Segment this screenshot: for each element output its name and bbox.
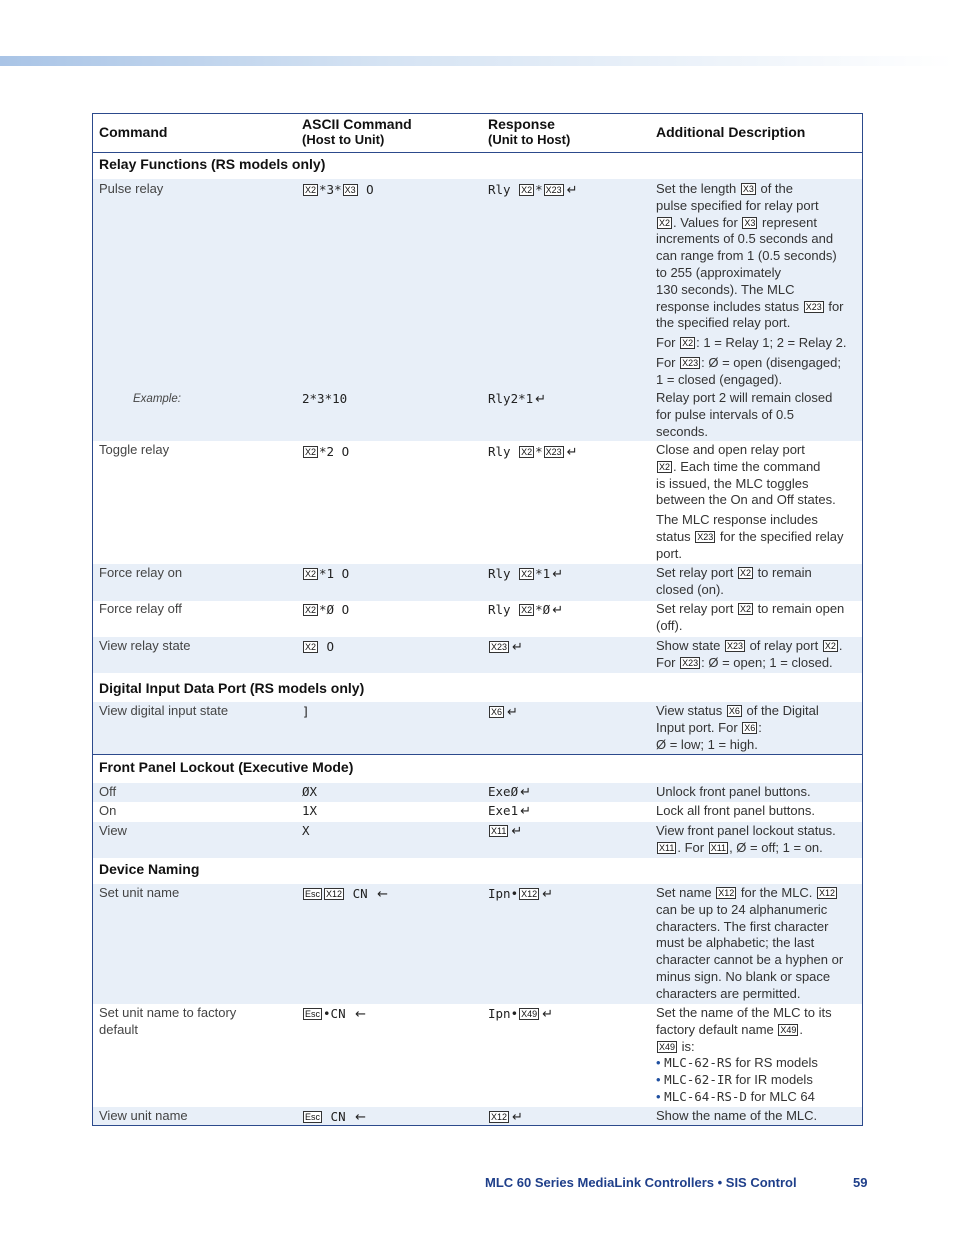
var-x23: X23 xyxy=(682,357,699,368)
desc-text: Show state xyxy=(656,638,724,653)
var-x2: X2 xyxy=(824,641,836,651)
var-x6: X6 xyxy=(491,707,503,717)
var-x2: X2 xyxy=(659,217,671,228)
var-x6: X6 xyxy=(728,706,740,716)
desc-force-relay-off xyxy=(656,601,856,635)
desc-view-relay-state xyxy=(656,638,856,672)
desc-force-relay-on xyxy=(656,565,856,599)
desc-text: for MLC 64 xyxy=(746,1088,815,1104)
example-label: Example: xyxy=(133,393,181,405)
desc-text: can be up to 24 alphanumeric xyxy=(656,901,828,917)
cmd-view-relay-state: View relay state xyxy=(99,638,191,653)
desc-text: Set name xyxy=(656,885,716,900)
header-ascii-line2: (Host to Unit) xyxy=(302,132,385,147)
ascii-pulse-relay xyxy=(302,182,482,199)
var-x2: X2 xyxy=(305,569,317,579)
var-x3: X3 xyxy=(742,184,754,194)
var-x2: X2 xyxy=(521,447,533,457)
esc-key: Esc xyxy=(305,889,321,899)
desc-text: For xyxy=(656,335,680,351)
var-x2: X2 xyxy=(305,447,317,457)
var-x12: X12 xyxy=(521,889,538,899)
desc-text: must be alphabetic; the last xyxy=(656,935,815,951)
var-x23: X23 xyxy=(682,657,699,668)
desc-text: of the xyxy=(756,181,793,196)
header-response-line2: (Unit to Host) xyxy=(488,132,571,147)
var-x2: X2 xyxy=(521,605,533,615)
section-title: Front Panel Lockout (Executive Mode) xyxy=(99,759,354,775)
ascii-view-digital-input: ] xyxy=(302,704,310,719)
desc-set-unit-name xyxy=(656,885,856,1003)
return-icon: ↵ xyxy=(512,1110,523,1125)
desc-text: represent xyxy=(758,214,817,230)
bullet-icon: • xyxy=(656,1088,665,1104)
desc-text: to remain open xyxy=(753,601,845,616)
ascii-lockout-off: ØX xyxy=(302,784,318,799)
ascii-force-relay-on xyxy=(302,566,482,583)
var-x3: X3 xyxy=(744,217,756,228)
resp-part: Rly xyxy=(488,182,519,197)
desc-text: between the On and Off states. xyxy=(656,492,836,508)
var-x49: X49 xyxy=(521,1009,538,1019)
resp-part: Rly xyxy=(488,444,519,459)
resp-view-digital-input xyxy=(488,704,648,722)
return-icon: ↵ xyxy=(542,1007,554,1022)
ascii-force-relay-off xyxy=(302,602,482,619)
desc-text: . Each time the command xyxy=(673,458,821,474)
return-icon: ↵ xyxy=(566,445,578,460)
desc-text: closed (on). xyxy=(656,581,724,597)
var-x2: X2 xyxy=(305,185,317,195)
var-x11: X11 xyxy=(491,826,507,836)
desc-text: for pulse intervals of 0.5 xyxy=(656,406,795,422)
ascii-part: *1 O xyxy=(319,566,350,581)
bullet-icon: • xyxy=(656,1055,665,1071)
var-x2: X2 xyxy=(305,605,317,615)
desc-text: , Ø = off; 1 = on. xyxy=(729,839,823,855)
desc-text: is: xyxy=(678,1038,695,1054)
desc-text: the specified relay port. xyxy=(656,315,791,331)
desc-text: for IR models xyxy=(731,1072,813,1088)
cmd-pulse-relay: Pulse relay xyxy=(99,181,164,196)
ascii-toggle-relay xyxy=(302,444,482,461)
cmd-view-digital-input: View digital input state xyxy=(99,703,229,718)
desc-text: to 255 (approximately xyxy=(656,264,782,280)
resp-force-relay-on xyxy=(488,566,648,584)
ascii-part: CN xyxy=(323,1109,346,1124)
var-x23: X23 xyxy=(545,447,562,457)
desc-text: Ø = low; 1 = high. xyxy=(656,736,758,752)
resp-view-relay-state xyxy=(488,639,648,657)
var-x23: X23 xyxy=(805,301,822,312)
cmd-view-unit-name: View unit name xyxy=(99,1108,188,1123)
list-item xyxy=(656,1072,856,1089)
section-title: Relay Functions (RS models only) xyxy=(99,156,326,172)
ascii-part: CN xyxy=(352,886,368,901)
list-item xyxy=(656,1055,856,1072)
return-icon: ↵ xyxy=(552,603,564,618)
desc-text: : Ø = open; 1 = closed. xyxy=(701,654,833,670)
var-x12: X12 xyxy=(326,889,343,899)
desc-text: character cannot be a hyphen or xyxy=(656,952,844,968)
desc-text: pulse specified for relay port xyxy=(656,197,819,213)
desc-text: to remain xyxy=(753,565,812,580)
desc-text: : Ø = open (disengaged; xyxy=(701,354,841,370)
desc-text: : 1 = Relay 1; 2 = Relay 2. xyxy=(696,335,847,351)
desc-pulse-relay xyxy=(656,181,856,389)
desc-text: characters. The first character xyxy=(656,918,829,934)
desc-text: status xyxy=(656,528,695,544)
table-header xyxy=(93,114,862,153)
section-title: Digital Input Data Port (RS models only) xyxy=(99,680,365,696)
desc-set-factory-name xyxy=(656,1005,856,1106)
desc-text: Set relay port xyxy=(656,565,737,580)
ascii-lockout-on: 1X xyxy=(302,803,318,818)
return-icon: ↵ xyxy=(520,804,532,819)
model-code: MLC-62-RS xyxy=(664,1055,732,1071)
page-number: 59 xyxy=(853,1175,868,1190)
section-device-naming xyxy=(93,857,862,1125)
resp-lockout-on xyxy=(488,803,648,821)
model-code: MLC-62-IR xyxy=(664,1072,732,1088)
var-x23: X23 xyxy=(697,531,714,542)
section-digital-input xyxy=(93,676,862,754)
desc-text: View front panel lockout status. xyxy=(656,823,836,838)
var-x2: X2 xyxy=(682,338,694,349)
desc-text: Close and open relay port xyxy=(656,442,805,457)
desc-text: . xyxy=(799,1021,804,1037)
return-icon: ↵ xyxy=(566,183,578,198)
desc-text: Set relay port xyxy=(656,601,737,616)
desc-text: characters are permitted. xyxy=(656,985,801,1001)
desc-text: minus sign. No blank or space xyxy=(656,968,831,984)
cmd-toggle-relay: Toggle relay xyxy=(99,442,170,457)
var-x23: X23 xyxy=(491,642,508,652)
ascii-part: O xyxy=(358,182,374,197)
ascii-part: •CN xyxy=(323,1006,346,1021)
resp-part: Rly xyxy=(488,566,519,581)
desc-text: is issued, the MLC toggles xyxy=(656,475,809,491)
section-relay xyxy=(93,152,862,702)
return-icon: ↵ xyxy=(511,824,523,839)
var-x23: X23 xyxy=(545,185,562,195)
desc-text: : xyxy=(758,719,762,735)
desc-text: can range from 1 (0.5 seconds) xyxy=(656,248,837,264)
return-icon: ↵ xyxy=(520,785,532,800)
footer-title: MLC 60 Series MediaLink Controllers • SIS Control xyxy=(485,1175,797,1190)
ascii-part: *2 O xyxy=(319,444,350,459)
desc-text: 130 seconds). The MLC xyxy=(656,281,795,297)
var-x6: X6 xyxy=(744,722,756,733)
desc-text: . xyxy=(838,638,843,653)
desc-lockout-on: Lock all front panel buttons. xyxy=(656,803,815,818)
resp-part: *Ø xyxy=(535,602,551,617)
ascii-view-unit-name xyxy=(302,1109,482,1127)
desc-text: of the Digital xyxy=(742,703,819,718)
cmd-text: default xyxy=(99,1021,139,1037)
desc-text: View status xyxy=(656,703,726,718)
var-x2: X2 xyxy=(739,604,751,614)
desc-text: Input port. For xyxy=(656,719,742,735)
desc-lockout-off: Unlock front panel buttons. xyxy=(656,784,811,799)
header-command: Command xyxy=(99,124,168,140)
esc-key: Esc xyxy=(305,1112,321,1122)
desc-text: . Values for xyxy=(673,214,742,230)
desc-view-digital-input xyxy=(656,703,856,753)
example-ascii: 2*3*10 xyxy=(302,391,348,406)
desc-text: The MLC response includes xyxy=(656,512,818,528)
left-arrow-icon: ← xyxy=(355,1007,367,1022)
desc-text: factory default name xyxy=(656,1021,778,1037)
desc-text: response includes status xyxy=(656,298,803,314)
return-icon: ↵ xyxy=(535,392,547,407)
return-icon: ↵ xyxy=(512,640,523,655)
var-x2: X2 xyxy=(521,185,533,195)
resp-part: * xyxy=(535,182,543,197)
desc-lockout-view xyxy=(656,823,856,857)
var-x2: X2 xyxy=(305,642,317,652)
ascii-set-unit-name xyxy=(302,886,482,904)
cmd-lockout-on: On xyxy=(99,803,117,818)
resp-toggle-relay xyxy=(488,444,648,462)
desc-text: (off). xyxy=(656,617,683,633)
resp-set-unit-name xyxy=(488,886,648,904)
ascii-lockout-view: X xyxy=(302,823,310,838)
desc-view-unit-name: Show the name of the MLC. xyxy=(656,1108,818,1123)
desc-text: for the specified relay xyxy=(716,528,844,544)
resp-part: * xyxy=(535,444,543,459)
resp-part: Ipn• xyxy=(488,1006,519,1021)
var-x49: X49 xyxy=(780,1024,797,1035)
resp-view-unit-name xyxy=(488,1109,648,1127)
resp-part: Ipn• xyxy=(488,886,519,901)
esc-key: Esc xyxy=(305,1009,321,1019)
resp-pulse-relay xyxy=(488,182,648,200)
desc-text: increments of 0.5 seconds and xyxy=(656,231,834,247)
example-desc xyxy=(656,390,856,440)
ascii-set-factory-name xyxy=(302,1006,482,1024)
return-icon: ↵ xyxy=(552,567,564,582)
ascii-part: O xyxy=(319,639,335,654)
desc-text: Relay port 2 will remain closed xyxy=(656,390,833,405)
cmd-set-unit-name: Set unit name xyxy=(99,885,180,900)
desc-text: for the MLC. xyxy=(737,885,817,900)
desc-toggle-relay xyxy=(656,442,856,563)
resp-lockout-off xyxy=(488,784,648,802)
resp-part: Exe1 xyxy=(488,803,519,818)
cmd-text: Set unit name to factory xyxy=(99,1005,237,1020)
var-x12: X12 xyxy=(718,888,735,898)
top-gradient-bar xyxy=(0,56,954,66)
var-x2: X2 xyxy=(659,461,671,472)
desc-text: of relay port xyxy=(745,638,822,653)
var-x23: X23 xyxy=(726,641,743,651)
desc-text: seconds. xyxy=(656,423,709,439)
resp-part: Rly2*1 xyxy=(488,391,534,406)
section-title: Device Naming xyxy=(99,861,200,877)
cmd-force-relay-on: Force relay on xyxy=(99,565,183,580)
desc-text: . For xyxy=(677,839,708,855)
var-x49: X49 xyxy=(659,1041,676,1052)
list-item xyxy=(656,1089,856,1106)
ascii-view-relay-state xyxy=(302,639,482,656)
resp-set-factory-name xyxy=(488,1006,648,1024)
resp-lockout-view xyxy=(488,823,648,841)
cmd-force-relay-off: Force relay off xyxy=(99,601,182,616)
resp-part: ExeØ xyxy=(488,784,519,799)
desc-text: 1 = closed (engaged). xyxy=(656,371,783,387)
var-x11: X11 xyxy=(710,842,727,853)
cmd-lockout-view: View xyxy=(99,823,127,838)
desc-text: For xyxy=(656,354,680,370)
return-icon: ↵ xyxy=(542,887,554,902)
desc-text: port. xyxy=(656,545,683,561)
resp-part: Rly xyxy=(488,602,519,617)
desc-text: Set the name of the MLC to its xyxy=(656,1005,832,1020)
example-resp xyxy=(488,391,648,409)
var-x2: X2 xyxy=(739,568,751,578)
var-x12: X12 xyxy=(819,888,836,898)
header-response-line1: Response xyxy=(488,116,555,132)
return-icon: ↵ xyxy=(507,705,518,720)
model-code: MLC-64-RS-D xyxy=(664,1088,747,1104)
header-ascii-line1: ASCII Command xyxy=(302,116,412,132)
cmd-lockout-off: Off xyxy=(99,784,117,799)
section-front-panel-lockout xyxy=(93,754,862,857)
sis-command-table xyxy=(92,113,863,1126)
desc-text: for xyxy=(824,298,844,314)
var-x12: X12 xyxy=(491,1112,508,1122)
cmd-set-factory-name xyxy=(99,1005,289,1039)
desc-text: For xyxy=(656,654,680,670)
ascii-part: *3* xyxy=(319,182,342,197)
resp-part: *1 xyxy=(535,566,551,581)
ascii-part: *Ø O xyxy=(319,602,350,617)
var-x11: X11 xyxy=(659,842,675,853)
header-ascii xyxy=(302,116,412,148)
left-arrow-icon: ← xyxy=(377,887,389,902)
var-x3: X3 xyxy=(344,185,356,195)
bullet-icon: • xyxy=(656,1072,665,1088)
desc-text: Set the length xyxy=(656,181,740,196)
var-x2: X2 xyxy=(521,569,533,579)
header-description: Additional Description xyxy=(656,124,806,140)
desc-text: for RS models xyxy=(731,1055,818,1071)
header-response xyxy=(488,116,570,148)
resp-force-relay-off xyxy=(488,602,648,620)
left-arrow-icon: ← xyxy=(355,1110,367,1125)
